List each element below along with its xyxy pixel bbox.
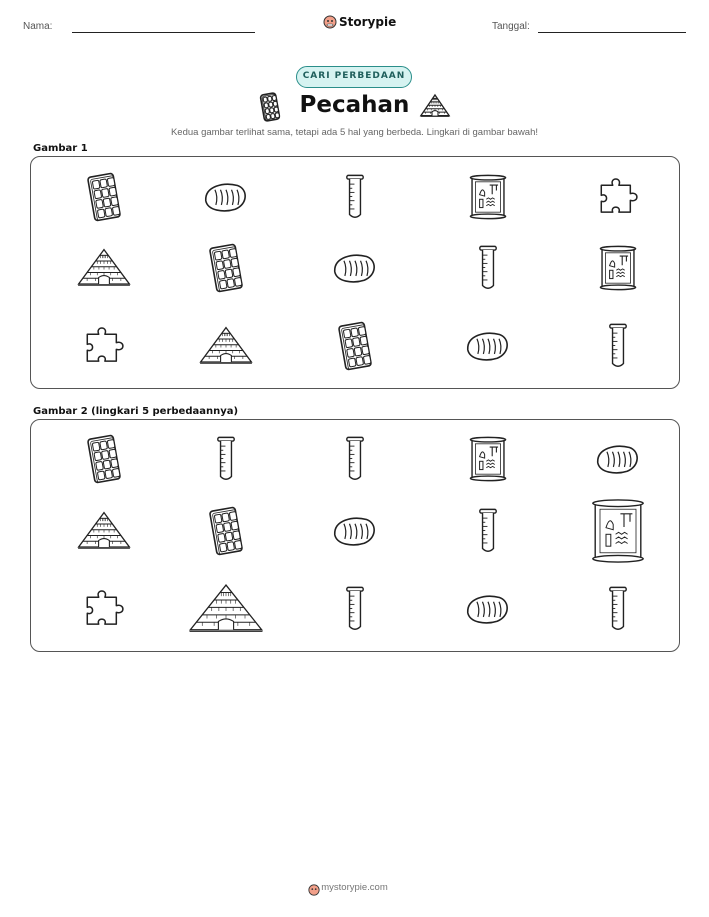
storypie-mascot-icon (323, 15, 337, 29)
footer-url: mystorypie.com (321, 882, 388, 893)
bread-loaf-icon (203, 179, 249, 215)
papyrus-scroll-icon (467, 174, 509, 220)
section2-label: Gambar 2 (lingkari 5 perbedaannya) (33, 406, 239, 417)
papyrus-scroll-icon[interactable] (588, 498, 648, 564)
step-pyramid-icon (199, 326, 253, 366)
instructions: Kedua gambar terlihat sama, tetapi ada 5 hal yang berbeda. Lingkari di gambar bawah! (170, 127, 539, 138)
puzzle-piece-icon[interactable] (82, 588, 126, 630)
bread-loaf-icon (332, 250, 378, 286)
brand-logo (323, 14, 337, 33)
step-pyramid-icon[interactable] (188, 583, 264, 635)
puzzle-piece-icon (596, 176, 640, 218)
measuring-tube-icon (605, 323, 631, 369)
title-chocolate-icon (258, 92, 282, 126)
brand-name: Storypie (339, 15, 397, 29)
bread-loaf-icon[interactable] (595, 441, 641, 477)
date-label: Tanggal: (492, 21, 530, 32)
title-pyramid-icon (420, 94, 450, 122)
papyrus-scroll-icon[interactable] (467, 436, 509, 482)
chocolate-bar-icon[interactable] (84, 434, 124, 484)
measuring-tube-icon (475, 245, 501, 291)
chocolate-bar-icon (206, 243, 246, 293)
papyrus-scroll-icon (597, 245, 639, 291)
step-pyramid-icon (77, 248, 131, 288)
name-label: Nama: (23, 21, 53, 32)
chocolate-bar-icon (335, 321, 375, 371)
date-field-line[interactable] (538, 32, 686, 33)
chocolate-bar-icon[interactable] (206, 506, 246, 556)
page-title: Pecahan (299, 92, 410, 118)
measuring-tube-icon[interactable] (342, 586, 368, 632)
bread-loaf-icon[interactable] (465, 591, 511, 627)
chocolate-bar-icon (84, 172, 124, 222)
bread-loaf-icon[interactable] (332, 513, 378, 549)
step-pyramid-icon[interactable] (77, 511, 131, 551)
name-field-line[interactable] (72, 32, 255, 33)
puzzle-piece-icon (82, 325, 126, 367)
measuring-tube-icon[interactable] (342, 436, 368, 482)
measuring-tube-icon[interactable] (213, 436, 239, 482)
measuring-tube-icon (342, 174, 368, 220)
section1-label: Gambar 1 (33, 143, 88, 154)
activity-badge: CARI PERBEDAAN (296, 66, 412, 88)
bread-loaf-icon (465, 328, 511, 364)
measuring-tube-icon[interactable] (605, 586, 631, 632)
measuring-tube-icon[interactable] (475, 508, 501, 554)
